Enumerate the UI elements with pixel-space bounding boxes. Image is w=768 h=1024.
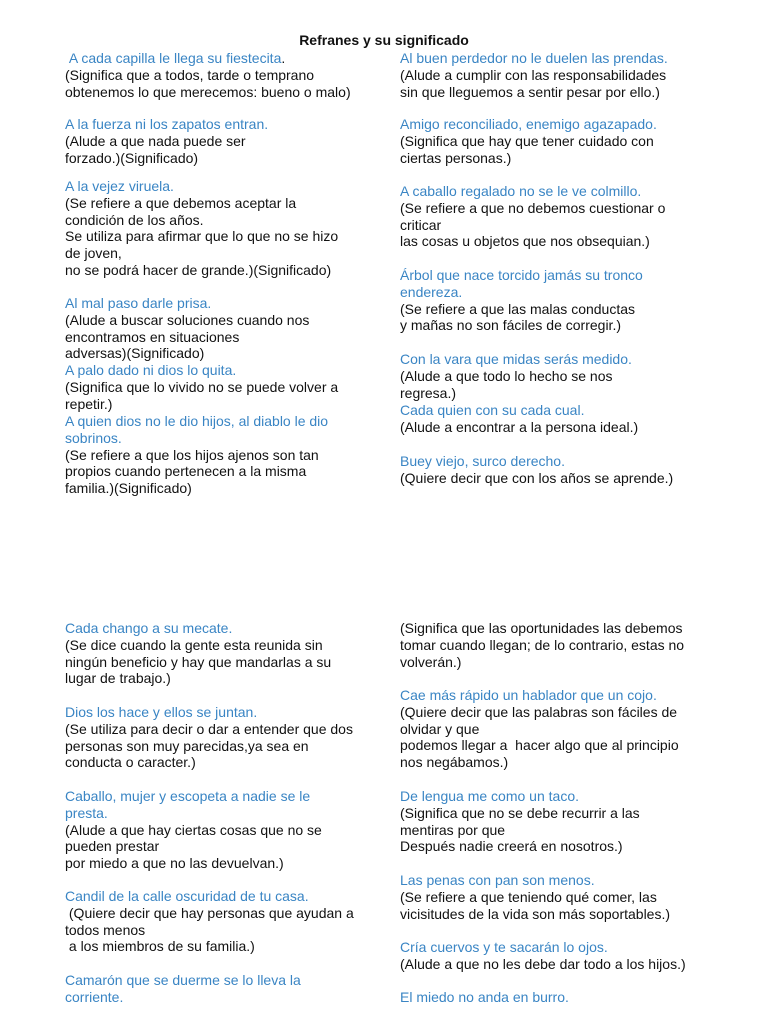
proverb-saying: Camarón que se duerme se lo lleva la [65, 972, 301, 988]
proverb-meaning: de joven, [65, 245, 122, 262]
proverb-saying: corriente. [65, 988, 124, 1005]
proverb-entry [65, 295, 368, 362]
proverb-saying: A cada capilla le llega su fiestecita. [68, 50, 286, 66]
proverb-entry [400, 50, 668, 100]
proverb-meaning: (Significa que no se debe recurrir a las [400, 804, 640, 821]
proverb-meaning: criticar [400, 216, 442, 233]
proverb-meaning: (Se refiere a que teniendo qué comer, las [400, 888, 657, 905]
proverb-entry [65, 362, 368, 412]
proverb-meaning: pueden prestar [65, 838, 160, 855]
proverb-entry [65, 413, 368, 497]
proverb-meaning: vicisitudes de la vida son más soportables.) [400, 905, 671, 922]
proverb-saying: Cría cuervos y te sacarán lo ojos. [400, 939, 608, 955]
proverb-entry [400, 872, 670, 922]
proverb-meaning: propios cuando pertenecen a la misma [65, 463, 307, 480]
proverb-meaning: (Alude a buscar soluciones cuando nos [65, 311, 310, 328]
proverb-meaning: obtenemos lo que merecemos: bueno o malo) [65, 83, 351, 100]
proverb-meaning: y mañas no son fáciles de corregir.) [400, 317, 621, 334]
proverb-saying: Al buen perdedor no le duelen las prendas. [400, 50, 668, 66]
proverb-meaning: (Significa que hay que tener cuidado con [400, 132, 654, 149]
proverb-meaning: (Alude a que todo lo hecho se nos [400, 367, 613, 384]
proverb-meaning: no se podrá hacer de grande.)(Significado) [65, 261, 332, 278]
proverb-saying: Caballo, mujer y escopeta a nadie se le [65, 788, 311, 804]
proverb-meaning: (Se refiere a que las malas conductas [400, 300, 636, 317]
proverb-meaning: (Alude a que no les debe dar todo a los hijos.) [400, 955, 686, 972]
page-title: Refranes y su significado [299, 32, 469, 48]
proverb-saying: Las penas con pan son menos. [400, 872, 595, 888]
proverb-saying: Amigo reconciliado, enemigo agazapado. [400, 116, 657, 132]
proverb-meaning: ningún beneficio y hay que mandarlas a su [65, 653, 332, 670]
proverb-meaning: (Se dice cuando la gente esta reunida sin [65, 636, 323, 653]
proverb-saying: A la fuerza ni los zapatos entran. [65, 116, 269, 132]
proverb-saying: Árbol que nace torcido jamás su tronco [400, 267, 643, 283]
proverb-saying: Cae más rápido un hablador que un cojo. [400, 687, 657, 703]
proverb-meaning: volverán.) [400, 653, 462, 670]
proverb-meaning: Se utiliza para afirmar que lo que no se hizo [65, 228, 339, 245]
proverb-meaning: (Alude a cumplir con las responsabilidades [400, 66, 667, 83]
proverb-meaning: Después nadie creerá en nosotros.) [400, 838, 623, 855]
proverb-meaning: (Alude a que hay ciertas cosas que no se [65, 821, 322, 838]
proverb-entry [400, 620, 684, 670]
proverb-meaning: (Se refiere a que los hijos ajenos son tan [65, 446, 319, 463]
proverb-meaning: a los miembros de su familia.) [65, 938, 255, 955]
proverb-entry [400, 989, 569, 1006]
proverb-saying: A la vejez viruela. [65, 178, 174, 194]
proverb-meaning: ciertas personas.) [400, 149, 512, 166]
proverb-meaning: adversas)(Significado) [65, 345, 205, 362]
proverb-meaning: (Quiere decir que con los años se aprende.) [400, 469, 674, 486]
proverb-meaning: (Se refiere a que debemos aceptar la [65, 194, 297, 211]
proverb-entry [65, 888, 354, 955]
proverb-meaning: olvidar y que [400, 720, 480, 737]
proverb-entry [400, 788, 640, 855]
proverb-meaning: lugar de trabajo.) [65, 670, 171, 687]
proverb-meaning: (Alude a encontrar a la persona ideal.) [400, 418, 639, 435]
proverb-saying: endereza. [400, 283, 463, 300]
proverb-entry [400, 939, 686, 973]
proverb-meaning: (Significa que las oportunidades las debemos [400, 620, 683, 636]
proverb-meaning: encontramos en situaciones [65, 328, 240, 345]
proverb-meaning: sin que lleguemos a sentir pesar por ello.) [400, 83, 660, 100]
proverb-meaning: repetir.) [65, 395, 113, 412]
proverb-meaning: mentiras por que [400, 821, 506, 838]
proverb-entry [65, 620, 331, 687]
proverb-meaning: regresa.) [400, 384, 457, 401]
proverb-entry [65, 704, 353, 771]
proverb-saying: A caballo regalado no se le ve colmillo. [400, 183, 642, 199]
proverb-meaning: condición de los años. [65, 211, 204, 228]
proverb-meaning: forzado.)(Significado) [65, 149, 199, 166]
proverb-saying: Con la vara que midas serás medido. [400, 351, 632, 367]
proverb-meaning: todos menos [65, 921, 146, 938]
proverb-saying: De lengua me como un taco. [400, 788, 579, 804]
proverb-entry [400, 351, 632, 401]
proverb-meaning: (Quiere decir que hay personas que ayudan a [65, 904, 354, 921]
proverb-meaning: (Alude a que nada puede ser [65, 132, 246, 149]
proverb-entry [65, 178, 368, 279]
proverb-saying: Candil de la calle oscuridad de tu casa. [65, 888, 309, 904]
proverb-entry [65, 50, 368, 100]
proverb-meaning: (Significa que a todos, tarde o temprano [65, 66, 315, 83]
proverb-entry [400, 402, 638, 436]
proverb-meaning: familia.)(Significado) [65, 480, 192, 497]
proverb-meaning: (Se refiere a que no debemos cuestionar o [400, 199, 666, 216]
proverb-meaning: las cosas u objetos que nos obsequian.) [400, 233, 650, 250]
proverb-saying: A quien dios no le dio hijos, al diablo le dio [65, 413, 329, 429]
proverb-entry [400, 687, 679, 771]
proverb-entry [65, 788, 322, 872]
proverb-saying: El miedo no anda en burro. [400, 989, 569, 1005]
proverb-entry [65, 972, 301, 1006]
proverb-meaning: personas son muy parecidas,ya sea en [65, 737, 309, 754]
proverb-saying: presta. [65, 804, 108, 821]
proverb-meaning: (Quiere decir que las palabras son fáciles de [400, 703, 678, 720]
proverb-entry [400, 453, 673, 487]
proverb-meaning: tomar cuando llegan; de lo contrario, estas no [400, 636, 685, 653]
proverb-meaning: conducta o caracter.) [65, 754, 196, 771]
proverb-saying: Dios los hace y ellos se juntan. [65, 704, 258, 720]
proverb-entry [65, 116, 368, 166]
proverb-saying: A palo dado ni dios lo quita. [65, 362, 237, 378]
proverb-meaning: (Significa que lo vivido no se puede volver a [65, 378, 339, 395]
proverb-meaning: por miedo a que no las devuelvan.) [65, 855, 284, 872]
proverb-saying: Cada chango a su mecate. [65, 620, 233, 636]
proverb-saying: Buey viejo, surco derecho. [400, 453, 565, 469]
proverb-meaning: nos negábamos.) [400, 754, 509, 771]
proverb-entry [400, 267, 643, 334]
proverb-meaning: podemos llegar a hacer algo que al principio [400, 737, 679, 754]
proverb-saying: sobrinos. [65, 429, 122, 446]
proverb-meaning: (Se utiliza para decir o dar a entender que dos [65, 720, 353, 737]
proverb-saying: Cada quien con su cada cual. [400, 402, 585, 418]
proverb-entry [400, 116, 657, 166]
proverb-saying: Al mal paso darle prisa. [65, 295, 212, 311]
proverb-entry [400, 183, 665, 250]
